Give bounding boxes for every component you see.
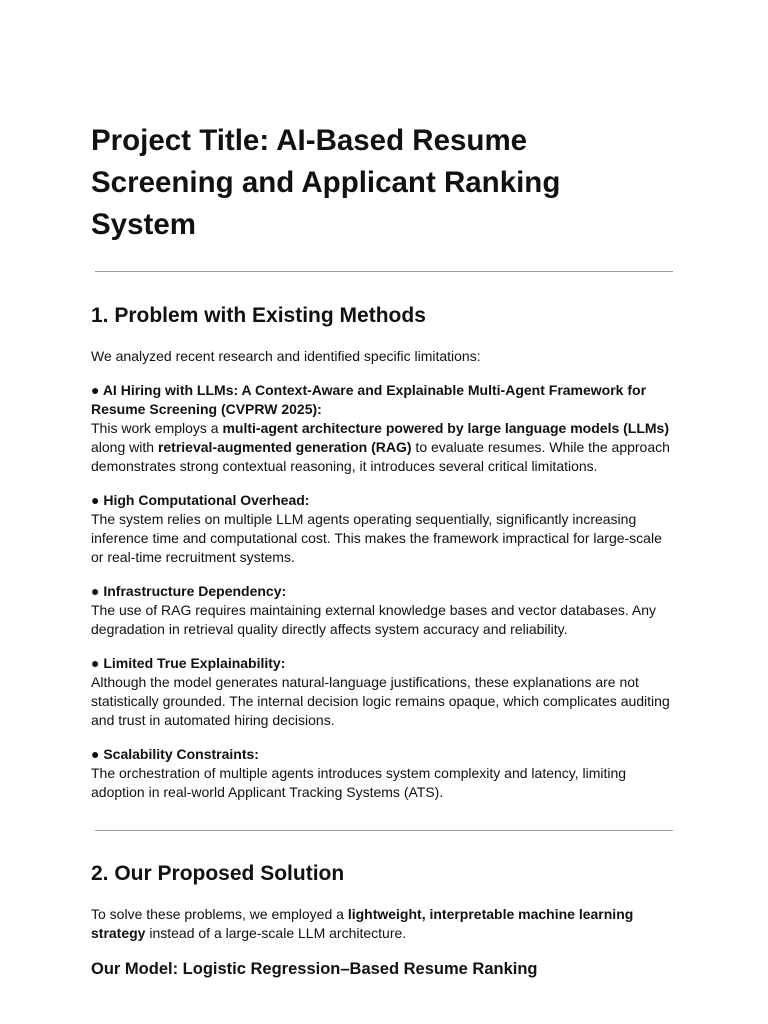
solution-intro [91, 905, 672, 943]
page-title: Project Title: AI-Based Resume Screening and Applicant Ranking System [91, 124, 561, 241]
section-heading-solution: 2. Our Proposed Solution [91, 862, 345, 885]
limitation-item [91, 582, 672, 639]
model-subheading: Our Model: Logistic Regression–Based Resume Ranking [91, 960, 538, 978]
section-divider [95, 271, 673, 272]
paper-text: along with [91, 439, 158, 455]
limitation-text: The orchestration of multiple agents introduces system complexity and latency, limiting adoption in real-world Applicant Tracking Systems (ATS). [91, 765, 627, 800]
limitation-text: Although the model generates natural-language justifications, these explanations are not statistically grounded. The internal decision logic remains opaque, which complicates auditing and trust in automated hiring decisions. [91, 674, 670, 728]
limitation-item [91, 654, 672, 730]
paper-bold-term: multi-agent architecture powered by large language models (LLMs) [222, 420, 670, 436]
problem-intro: We analyzed recent research and identified specific limitations: [91, 348, 481, 364]
limitation-heading: ● Infrastructure Dependency: [91, 583, 287, 599]
limitation-item [91, 745, 672, 802]
solution-text: instead of a large-scale LLM architecture. [145, 925, 407, 941]
limitation-text: The system relies on multiple LLM agents operating sequentially, significantly increasing inference time and computational cost. This makes the framework impractical for large-scale or real-time recruitment systems. [91, 511, 662, 565]
paper-text: This work employs a [91, 420, 223, 436]
solution-text: To solve these problems, we employed a [91, 906, 348, 922]
paper-bold-term: retrieval-augmented generation (RAG) [157, 439, 412, 455]
limitation-heading: ● High Computational Overhead: [91, 492, 310, 508]
limitation-heading: ● Limited True Explainability: [91, 655, 286, 671]
paper-title: ● AI Hiring with LLMs: A Context-Aware and Explainable Multi-Agent Framework for Resume Screening (CVPRW 2025): [91, 382, 647, 417]
limitation-item [91, 491, 672, 567]
section-divider [95, 830, 673, 831]
paper-text: to evaluate resumes. While the approach demonstrates strong contextual reasoning, it introduces several critical limitations. [91, 439, 670, 474]
limitation-text: The use of RAG requires maintaining external knowledge bases and vector databases. Any degradation in retrieval quality directly affects system accuracy and reliability. [91, 602, 656, 637]
section-heading-problem: 1. Problem with Existing Methods [91, 304, 426, 327]
paper-summary [91, 381, 672, 476]
solution-bold-term: lightweight, interpretable machine learning strategy [91, 906, 634, 941]
limitation-heading: ● Scalability Constraints: [91, 746, 259, 762]
